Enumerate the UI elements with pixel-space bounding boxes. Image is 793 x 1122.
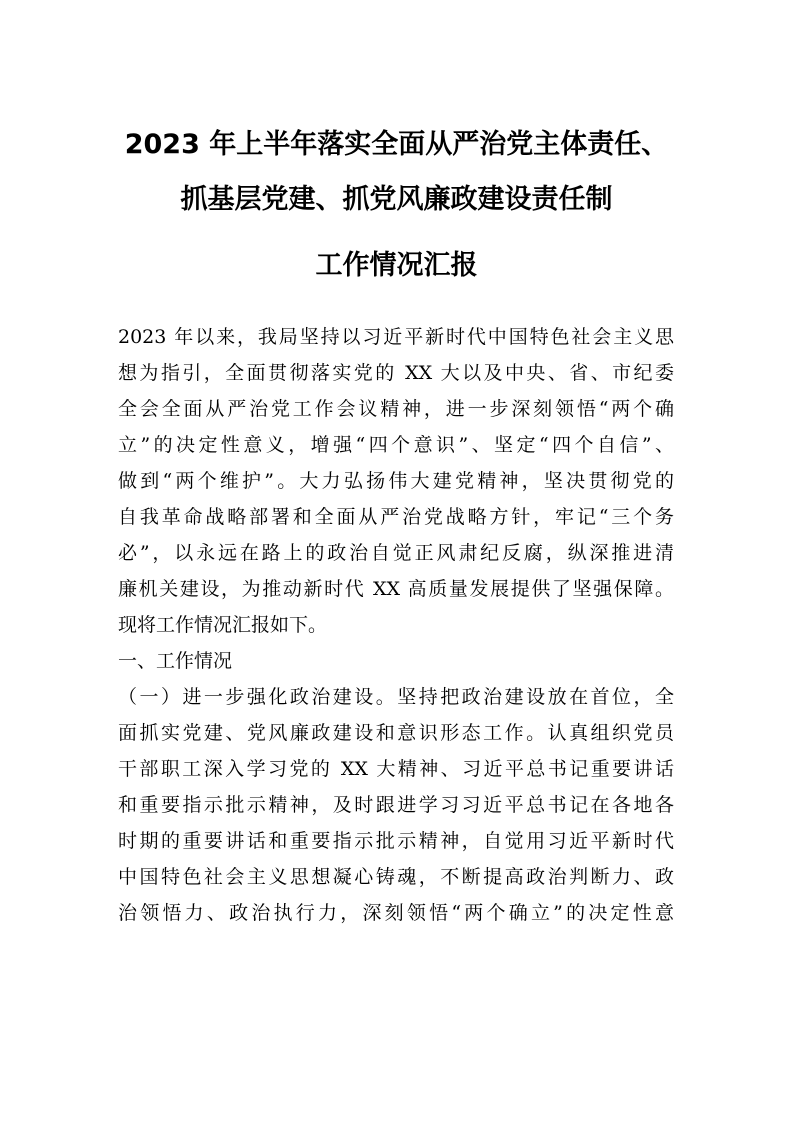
title-line-2: 抓基层党建、抓党风廉政建设责任制 (180, 184, 613, 215)
intro-line-9: 现将工作情况汇报如下。 (118, 614, 328, 636)
intro-line-6: 自我革命战略部署和全面从严治党战略方针，牢记“三个务 (118, 506, 674, 528)
title-line-1: 2023 年上半年落实全面从严治党主体责任、 (124, 129, 669, 160)
intro-line-5: 做到“两个维护”。大力弘扬伟大建党精神，坚决贯彻党的 (118, 470, 674, 492)
subsection-line-7: 治领悟力、政治执行力，深刻领悟“两个确立”的决定性意 (118, 902, 674, 924)
title-line-3: 工作情况汇报 (315, 250, 478, 281)
intro-line-4: 立”的决定性意义，增强“四个意识”、坚定“四个自信”、 (118, 434, 674, 456)
intro-line-7: 必”，以永远在路上的政治自觉正风肃纪反腐，纵深推进清 (118, 542, 674, 564)
subsection-line-1: （一）进一步强化政治建设。坚持把政治建设放在首位，全 (118, 686, 674, 708)
intro-line-3: 全会全面从严治党工作会议精神，进一步深刻领悟“两个确 (118, 398, 674, 420)
subsection-line-3: 干部职工深入学习党的 XX 大精神、习近平总书记重要讲话 (118, 758, 674, 780)
subsection-line-2: 面抓实党建、党风廉政建设和意识形态工作。认真组织党员 (118, 722, 674, 744)
section-heading: 一、工作情况 (118, 650, 233, 672)
document-body (118, 319, 674, 931)
intro-line-8: 廉机关建设，为推动新时代 XX 高质量发展提供了坚强保障。 (118, 578, 674, 600)
intro-line-1: 2023 年以来，我局坚持以习近平新时代中国特色社会主义思 (118, 326, 674, 348)
subsection-line-4: 和重要指示批示精神，及时跟进学习习近平总书记在各地各 (118, 794, 674, 816)
subsection-line-5: 时期的重要讲话和重要指示批示精神，自觉用习近平新时代 (118, 830, 674, 852)
subsection-line-6: 中国特色社会主义思想凝心铸魂，不断提高政治判断力、政 (118, 866, 674, 888)
intro-line-2: 想为指引，全面贯彻落实党的 XX 大以及中央、省、市纪委 (118, 362, 674, 384)
